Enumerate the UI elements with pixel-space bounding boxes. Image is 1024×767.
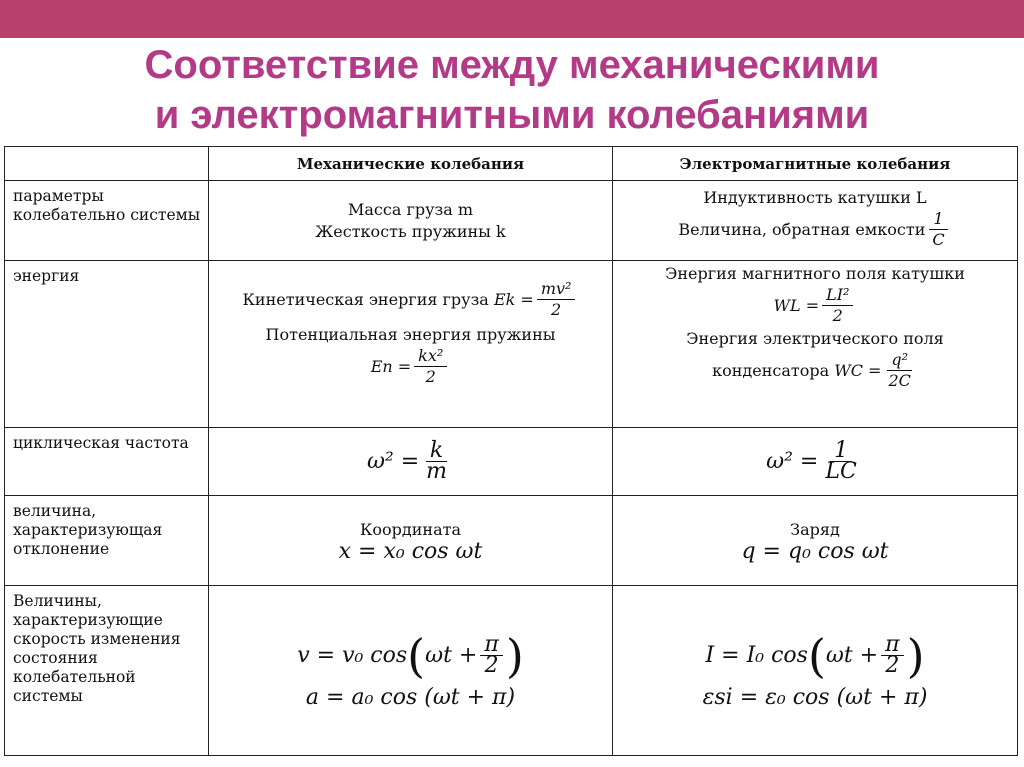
inductance-text: Индуктивность катушки L: [703, 188, 927, 207]
frequency-electromagnetic: [613, 428, 1018, 496]
rate-mechanical: [209, 586, 613, 756]
params-mechanical: [209, 181, 613, 261]
stiffness-text: Жесткость пружины k: [315, 221, 506, 241]
row-rate: [5, 586, 1018, 756]
frac-num: π: [480, 635, 502, 656]
freq-lhs: ω² =: [766, 448, 819, 474]
frac-num: k: [426, 441, 447, 462]
potential-text: Потенциальная энергия пружины: [265, 325, 556, 344]
frac-den: 2: [885, 653, 900, 678]
frac-den: LC: [825, 459, 857, 484]
coordinate-text: Координата: [360, 519, 461, 539]
deviation-mechanical: [209, 496, 613, 586]
kinetic-text: Кинетическая энергия груза: [242, 289, 489, 309]
kinetic-fraction: [537, 279, 576, 320]
magnetic-text: Энергия магнитного поля катушки: [665, 264, 965, 283]
inverse-capacitance-fraction: [928, 209, 948, 250]
acceleration-formula: a = a₀ cos (ωt + π): [305, 684, 516, 710]
title-line-2: и электромагнитными колебаниями: [154, 93, 870, 137]
potential-fraction: [414, 346, 447, 387]
velocity-inner: ωt +: [425, 642, 478, 668]
row-label-energy: энергия: [5, 261, 209, 428]
header-row: [5, 147, 1018, 181]
row-params: [5, 181, 1018, 261]
inverse-capacitance: [678, 209, 951, 250]
header-empty: [5, 147, 209, 181]
magnetic-energy: [774, 285, 857, 326]
potential-energy: [371, 346, 451, 387]
frac-num: kx²: [414, 346, 447, 367]
frac-den: 2: [832, 306, 843, 325]
freq-fraction: [422, 438, 451, 484]
row-label-frequency: циклическая частота: [5, 428, 209, 496]
electric-text-2: конденсатора: [712, 360, 830, 380]
row-label-deviation: величина, характеризующая отклонение: [5, 496, 209, 586]
coordinate-formula: x = x₀ cos ωt: [338, 538, 483, 564]
emf-formula: εsi = ε₀ cos (ωt + π): [702, 684, 928, 710]
mech-frequency-formula: [366, 438, 454, 484]
kinetic-lhs: Ek =: [493, 289, 534, 309]
freq-fraction: [821, 438, 860, 484]
pi-half-fraction: [480, 632, 502, 678]
magnetic-lhs: WL =: [773, 295, 820, 315]
energy-electromagnetic: [613, 261, 1018, 428]
frac-num: 1: [830, 441, 852, 462]
row-deviation: [5, 496, 1018, 586]
current-inner: ωt +: [825, 642, 879, 668]
frac-num: mv²: [537, 279, 576, 300]
comparison-table: [4, 146, 1018, 756]
magnetic-fraction: [822, 285, 853, 326]
frac-den: 2: [425, 367, 436, 386]
close-paren: ): [906, 628, 925, 683]
velocity-formula: [297, 628, 524, 683]
params-electromagnetic: [613, 181, 1018, 261]
charge-text: Заряд: [790, 519, 840, 539]
frac-num: LI²: [822, 285, 853, 306]
inverse-capacitance-text: Величина, обратная емкости: [678, 219, 926, 239]
frac-den: 2C: [888, 371, 911, 390]
row-energy: [5, 261, 1018, 428]
charge-formula: q = q₀ cos ωt: [741, 538, 889, 564]
header-mechanical: Механические колебания: [209, 147, 613, 181]
frac-den: 2: [484, 653, 499, 678]
current-formula: [705, 628, 925, 683]
current-lhs: I = I₀ cos: [705, 642, 808, 668]
slide-title: [0, 40, 1024, 140]
kinetic-energy: [243, 279, 579, 320]
top-accent-bar: [0, 0, 1024, 38]
electric-fraction: [884, 350, 914, 391]
electric-lhs: WC =: [834, 360, 882, 380]
row-frequency: [5, 428, 1018, 496]
open-paren: (: [407, 628, 426, 683]
velocity-lhs: v = v₀ cos: [297, 642, 408, 668]
freq-lhs: ω² =: [366, 448, 420, 474]
frac-den: 2: [551, 300, 562, 319]
frequency-mechanical: [209, 428, 613, 496]
frac-num: q²: [887, 350, 912, 371]
electric-text-1: Энергия электрического поля: [686, 329, 944, 348]
electric-energy: [712, 350, 918, 391]
header-electromagnetic: Электромагнитные колебания: [613, 147, 1018, 181]
deviation-electromagnetic: [613, 496, 1018, 586]
rate-electromagnetic: [613, 586, 1018, 756]
row-label-rate: Величины, характеризующие скорость изменения состояния колебательной системы: [5, 586, 209, 756]
close-paren: ): [505, 628, 524, 683]
frac-den: C: [932, 230, 945, 249]
row-label-params: параметры колебательно системы: [5, 181, 209, 261]
pi-half-fraction: [881, 632, 903, 678]
energy-mechanical: [209, 261, 613, 428]
frac-num: 1: [929, 209, 947, 230]
em-frequency-formula: [766, 438, 864, 484]
potential-lhs: En =: [370, 356, 412, 376]
mass-text: Масса груза m: [347, 199, 474, 219]
frac-den: m: [426, 459, 448, 484]
title-line-1: Соответствие между механическими: [144, 43, 880, 87]
frac-num: π: [881, 635, 903, 656]
open-paren: (: [807, 628, 826, 683]
